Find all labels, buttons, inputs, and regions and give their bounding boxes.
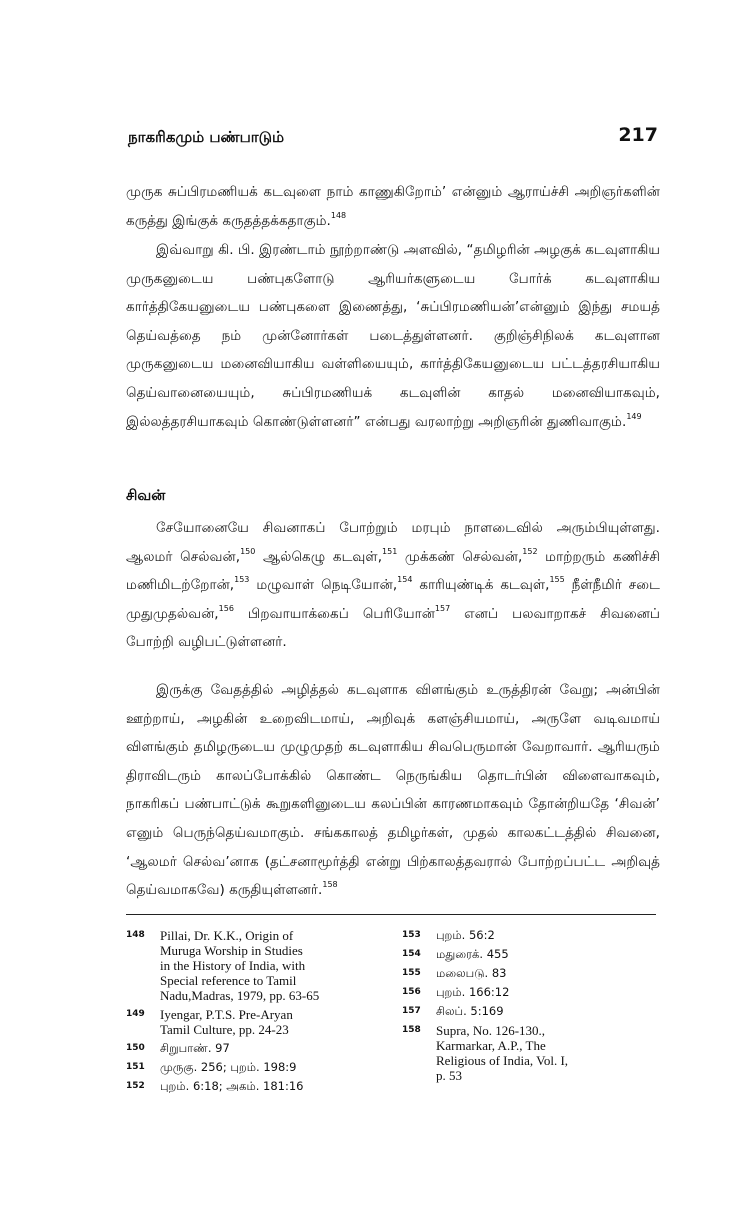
footnote-text: Supra, No. 126-130., Karmarkar, A.P., The Religious of India, Vol. I, p. 53	[436, 1023, 569, 1083]
paragraph-3-segment: ஆல்கெழு கடவுள்,	[255, 548, 383, 565]
page-number: 217	[618, 124, 658, 146]
footnote-number: 148	[126, 930, 145, 940]
footnote-number: 158	[402, 1025, 421, 1035]
footnote-text: மலைபடு. 83	[436, 966, 507, 980]
footnote-ref-157: 157	[434, 603, 451, 613]
paragraph-3-segment: பிறவாயாக்கைப் பெரியோன்	[233, 605, 435, 622]
footnote-number: 152	[126, 1081, 145, 1091]
running-header	[128, 124, 658, 154]
footnote-ref-150: 150	[240, 546, 256, 556]
paragraph-3-segment: மாற்றரும் கணிச்சி மணிமிடற்றோன்,	[126, 548, 660, 594]
section-heading-sivan: சிவன்	[126, 488, 166, 504]
paragraph-4-text: இருக்கு வேதத்தில் அழித்தல் கடவுளாக விளங்கும் உருத்திரன் வேறு; அன்பின் ஊற்றாய், அழகின் உறைவிடமாய், அறிவுக் களஞ்சியமாய், அருளே வடிவமாய் விளங்கும் தமிழருடைய முழுமுதற் கடவுளாகிய சிவபெருமான் வேறாவார். ஆரியரும் திராவிடரும் காலப்போக்கில் கொண்ட நெருங்கிய தொடர்பின் விளைவாகவும், நாகரிகப் பண்பாட்டுக் கூறுகளினுடைய கலப்பின் காரணமாகவும் தோன்றியதே ‘சிவன்’ எனும் பெருந்தெய்வமாகும். சங்ககாலத் தமிழர்கள், முதல் காலகட்டத்தில் சிவனை, ‘ஆலமர் செல்வ’னாக (தட்சனாமூர்த்தி என்று பிற்காலத்தவரால் போற்றப்பட்ட அறிவுத் தெய்வமாகவே) கருதியுள்ளனர்.	[126, 682, 660, 899]
footnote-item	[126, 1007, 388, 1037]
paragraph-1-text: முருக சுப்பிரமணியக் கடவுளை நாம் காணுகிறோம்’ என்னும் ஆராய்ச்சி அறிஞர்களின் கருத்து இங்குக் கருதத்தக்கதாகும்.	[126, 184, 660, 229]
paragraph-3-segment: சேயோனையே சிவனாகப் போற்றும் மரபும் நாளடைவில் அரும்பியுள்ளது. ஆலமர் செல்வன்,	[126, 520, 660, 565]
footnote-ref-152: 152	[522, 546, 538, 556]
footnote-ref-155: 155	[549, 575, 565, 585]
footnote-item	[402, 985, 660, 1000]
paragraph-3-segment: எனப் பலவாறாகச் சிவனைப் போற்றி வழிபட்டுள்ளனர்.	[126, 605, 660, 651]
footnote-ref-153: 153	[234, 575, 250, 585]
footnote-text: சிறுபாண். 97	[160, 1041, 230, 1055]
footnote-text: புறம். 166:12	[436, 985, 510, 999]
footnote-item	[402, 1023, 660, 1083]
footnote-text: Pillai, Dr. K.K., Origin of Muruga Worship in Studies in the History of India, with Special reference to Tamil Nadu,Madras, 1979, pp. 63-65	[160, 928, 320, 1003]
footnote-text: மதுரைக். 455	[436, 947, 509, 961]
running-title: நாகரிகமும் பண்பாடும்	[128, 128, 285, 146]
footnote-ref-151: 151	[382, 546, 398, 556]
footnote-ref-148: 148	[330, 210, 347, 220]
footnotes-right-column	[402, 928, 660, 1087]
footnote-text: புறம். 6:18; அகம். 181:16	[160, 1079, 304, 1093]
footnote-text: சிலப். 5:169	[436, 1004, 504, 1018]
paragraph-1	[126, 178, 660, 235]
paragraph-3	[126, 514, 660, 657]
footnote-number: 149	[126, 1009, 145, 1019]
footnote-text: Iyengar, P.T.S. Pre-Aryan Tamil Culture, pp. 24-23	[160, 1007, 293, 1037]
paragraph-3-segment: மழுவாள் நெடியோன்,	[249, 577, 398, 594]
footnote-ref-158: 158	[322, 880, 338, 890]
footnote-item	[402, 928, 660, 943]
footnote-item	[126, 1060, 388, 1075]
footnote-number: 157	[402, 1006, 421, 1016]
paragraph-3-segment: முக்கண் செல்வன்,	[397, 548, 523, 565]
footnote-number: 154	[402, 949, 421, 959]
footnote-number: 155	[402, 968, 421, 978]
footnote-number: 150	[126, 1043, 145, 1053]
paragraph-2	[126, 236, 660, 436]
footnote-number: 151	[126, 1062, 145, 1072]
footnote-ref-149: 149	[626, 411, 642, 421]
footnote-ref-154: 154	[397, 575, 413, 585]
footnote-ref-156: 156	[218, 603, 234, 613]
paragraph-4	[126, 676, 660, 905]
footnote-divider	[126, 914, 656, 915]
paragraph-2-text: இவ்வாறு கி. பி. இரண்டாம் நூற்றாண்டு அளவில், “தமிழரின் அழகுக் கடவுளாகிய முருகனுடைய பண்புகளோடு ஆரியர்களுடைய போர்க் கடவுளாகிய கார்த்திகேயனுடைய பண்புகளை இணைத்து, ‘சுப்பிரமணியன்’என்னும் இந்து சமயத் தெய்வத்தை நம் முன்னோர்கள் படைத்துள்ளனர். குறிஞ்சிநிலக் கடவுளான முருகனுடைய மனைவியாகிய வள்ளியையும், கார்த்திகேயனுடைய பட்டத்தரசியாகிய தெய்வானையையும், சுப்பிரமணியக் கடவுளின் காதல் மனைவியாகவும், இல்லத்தரசியாகவும் கொண்டுள்ளனர்” என்பது வரலாற்று அறிஞரின் துணிவாகும்.	[126, 242, 660, 430]
footnote-item	[402, 966, 660, 981]
footnote-item	[126, 928, 388, 1003]
footnote-item	[126, 1041, 388, 1056]
footnotes-left-column	[126, 928, 388, 1098]
paragraph-3-segment: நீள்நீமிர் சடை முதுமுதல்வன்,	[126, 577, 660, 622]
footnote-text: புறம். 56:2	[436, 928, 495, 942]
footnote-text: முருகு. 256; புறம். 198:9	[160, 1060, 297, 1074]
footnote-item	[402, 1004, 660, 1019]
footnote-item	[402, 947, 660, 962]
footnote-item	[126, 1079, 388, 1094]
paragraph-3-segment: காரியுண்டிக் கடவுள்,	[412, 577, 550, 594]
footnote-number: 153	[402, 930, 421, 940]
footnote-number: 156	[402, 987, 421, 997]
